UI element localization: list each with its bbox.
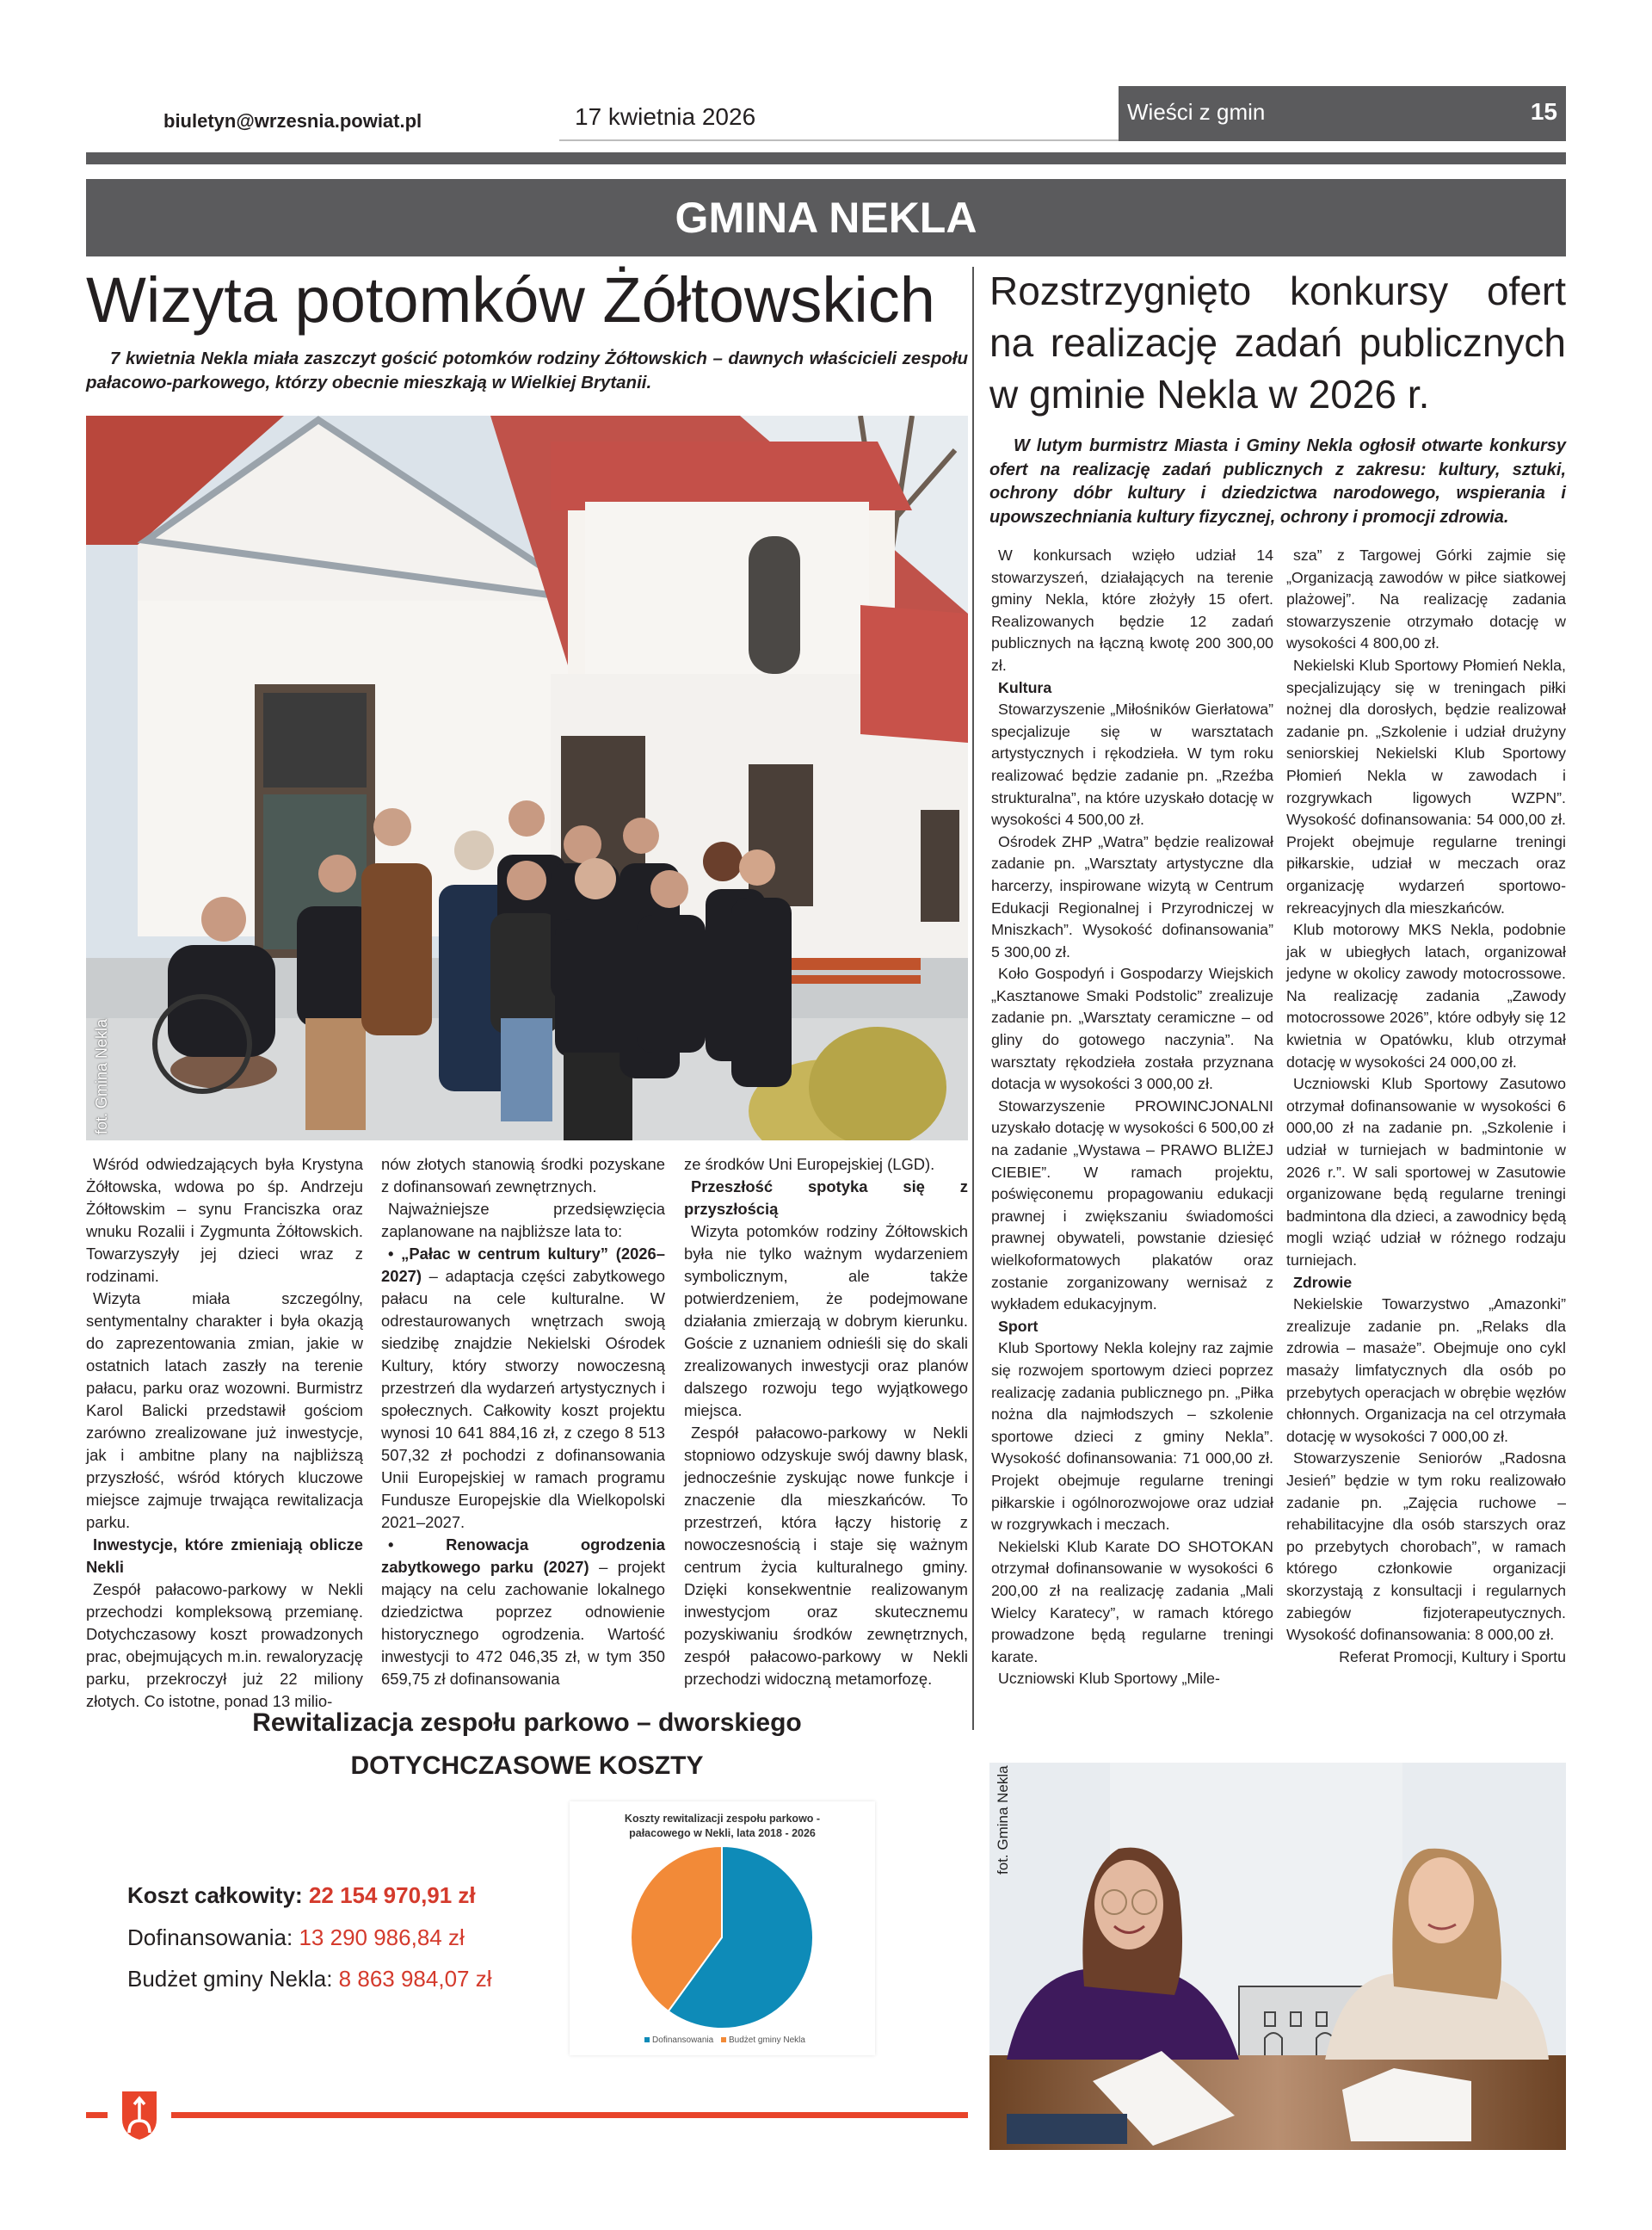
subheading: Inwestycje, które zmieniają oblicze Nekli [86, 1535, 363, 1576]
right-article-title [989, 265, 1566, 420]
signing-photo [989, 1763, 1566, 2150]
stat-value: 8 863 984,07 zł [338, 1966, 492, 1992]
header-divider [559, 139, 1120, 141]
subheading: Przeszłość spotyka się z przyszłością [684, 1177, 968, 1218]
bullet-item [381, 1534, 665, 1690]
stat-value: 13 290 986,84 zł [299, 1924, 465, 1950]
paragraph: Stowarzyszenie „Miłośników Gierłatowa” specjalizuje się w warsztatach artystycznych i rękodzieła. W tym roku realizować będzie zadanie pn. „Rzeźba strukturalna”, na które uzyskało dotację w wysokości 4 500,00 zł. [991, 701, 1273, 829]
bullet-text: – adaptacja części zabytkowego pałacu na cele kulturalne. W odrestaurowanych wnętrzach swoją siedzibę znajdzie Nekielski Ośrodek Kultury, który stworzy nowoczesną przestrzeń dla wydarzeń artystycznych i społecznych. Całkowity koszt projektu wynosi 10 641 884,16 zł, z czego 8 513 507,32 zł pochodzi z dofinansowania Unii Europejskiej w ramach programu Fundusze Europejskie dla Wielkopolski 2021–2027. [381, 1267, 665, 1531]
left-article-title: Wizyta potomków Żółtowskich [86, 264, 935, 336]
nekla-coat-of-arms-icon [120, 2090, 158, 2141]
paragraph: Stowarzyszenie PROWINCJONALNI uzyskało dotację w wysokości 6 500,00 zł na zadanie „Wystawa – PRAWO BLIŻEJ CIEBIE”. W ramach projektu, poświęconemu propagowaniu edukacji prawnej i zwiększaniu świadomości prawnej obywateli, powstanie dziesięć wielkoformatowych plakatów oraz zostanie zorganizowany wernisaż z wykładem edukacyjnym. [991, 1096, 1273, 1313]
palace-group-photo [86, 416, 968, 1140]
legend-label: Budżet gminy Nekla [729, 2035, 805, 2045]
left-article-col-1 [86, 1153, 363, 1713]
bullet-title: • „Pałac w centrum kultury” (2026–2027) [381, 1245, 665, 1285]
paragraph: Wizyta miała szczególny, sentymentalny charakter i była okazją do zaprezentowania zmian, jakie w ostatnich latach zaszły na terenie pałacu, parku oraz wozowni. Burmistrz Karol Balicki przedstawił gościom zarówno zrealizowane już inwestycje, jak i ambitne plany na najbliższą przyszłość, wśród których kluczowe miejsce zajmuje trwająca rewitalizacja parku. [86, 1289, 363, 1531]
left-article-lead: 7 kwietnia Nekla miała zaszczyt gościć potomków rodziny Żółtowskich – dawnych właścicieli zespołu pałacowo-parkowego, którzy obecnie mieszkają w Wielkiej Brytanii. [86, 349, 968, 392]
paragraph: Wśród odwiedzających była Krystyna Żółtowska, wdowa po śp. Andrzeju Żółtowskim – synu Franciszka oraz wnuku Rozalii i Zygmunta Żółtowskich. Towarzyszyły jej dzieci wraz z rodzinami. [86, 1155, 363, 1285]
legend-swatch [721, 2037, 726, 2042]
subheading: Sport [998, 1317, 1039, 1335]
right-article-col-1 [991, 545, 1273, 1690]
pie-chart [570, 1836, 875, 2042]
stat-value: 22 154 970,91 zł [308, 1882, 476, 1908]
paragraph: Nekielskie Towarzystwo „Amazonki” zrealizuje zadanie pn. „Relaks dla zdrowia – masaże”. Obejmuje ono cykl masaży limfatycznych dla osób po przebytych operacjach w obrębie węzłów chłonnych. Organizacja na cel otrzymała dotację w wysokości 7 000,00 zł. [1286, 1295, 1566, 1445]
section-title: GMINA NEKLA [675, 194, 977, 242]
header-band [86, 152, 1566, 164]
stat-label: Koszt całkowity: [127, 1882, 309, 1908]
bullet-text: – projekt mający na celu zachowanie lokalnego dziedzictwa poprzez odnowienie historycznego ogrodzenia. Wartość inwestycji to 472 046,35 zł, w tym 350 659,75 zł dofinansowania [381, 1558, 665, 1688]
signing-photo-illustration [989, 1763, 1566, 2150]
paragraph: Ośrodek ZHP „Watra” będzie realizował zadanie pn. „Warsztaty artystyczne dla harcerzy, inspirowane wizytą w Centrum Edukacji Regionalnej i Przyrodniczej w Mniszkach”. Wysokość dofinansowania” 5 300,00 zł. [991, 832, 1273, 961]
title-line: na realizację zadań publicznych [989, 320, 1566, 365]
infographic-title: Rewitalizacja zespołu parkowo – dworskiego [252, 1708, 802, 1737]
header-date: 17 kwietnia 2026 [575, 103, 756, 130]
paragraph: Najważniejsze przedsięwzięcia zaplanowane na najbliższe lata to: [381, 1200, 665, 1240]
bullet-item [381, 1243, 665, 1534]
paragraph: Zespół pałacowo-parkowy w Nekli stopniowo odzyskuje swój dawny blask, jednocześnie zyskując nowe funkcje i znaczenie dla mieszkańców. To przestrzeń, która łączy historię z nowoczesnością i staje się ważnym centrum życia kulturalnego gminy. Dzięki konsekwentnie realizowanym inwestycjom oraz skutecznemu pozyskiwaniu środków zewnętrznych, zespół pałacowo-parkowy w Nekli przechodzi widoczną metamorfozę. [684, 1424, 968, 1688]
paragraph: ze środków Uni Europejskiej (LGD). [684, 1155, 935, 1173]
photo-credit: fot. Gmina Nekla [93, 1018, 110, 1134]
paragraph: Uczniowski Klub Sportowy Zasutowo otrzymał dofinansowanie w wysokości 6 000,00 zł na zadanie pn. „Szkolenie i udział w turniejach w badmintonie w 2026 r.”. W sali sportowej w Zasutowie organizowane będą regularne treningi badmintona dla dzieci, a zawodnicy będą mogli wziąć udział w różnego rodzaju turniejach. [1286, 1075, 1566, 1269]
paragraph: Nekielski Klub Karate DO SHOTOKAN otrzymał dofinansowanie w wysokości 6 200,00 zł na realizację zadania „Mali Wielcy Karatecy”, w ramach którego prowadzone będą regularne treningi karate. [991, 1537, 1273, 1665]
page-number: 15 [1530, 98, 1557, 125]
left-article-col-2 [381, 1153, 665, 1690]
subheading: Zdrowie [1293, 1273, 1353, 1291]
paragraph: sza” z Targowej Górki zajmie się „Organizacją zawodów w piłce siatkowej plażowej”. Na realizację zadania stowarzyszenie otrzymało dotację w wysokości 4 800,00 zł. [1286, 547, 1566, 652]
chart-title-line: Koszty rewitalizacji zespołu parkowo - [624, 1813, 821, 1825]
legend-label: Dofinansowania [652, 2035, 714, 2045]
stat-cofunding [127, 1924, 465, 1951]
left-article-col-3 [684, 1153, 968, 1690]
author-signature: Referat Promocji, Kultury i Sportu [1339, 1647, 1566, 1665]
header-section-name: Wieści z gmin [1127, 99, 1266, 125]
footer-red-line [86, 2112, 968, 2118]
bullet-title: • Renowacja ogrodzenia zabytkowego parku (2027) [381, 1535, 665, 1576]
column-divider [972, 267, 974, 1730]
title-line: w gminie Nekla w 2026 r. [989, 372, 1430, 417]
legend-swatch [644, 2037, 650, 2042]
paragraph: Zespół pałacowo-parkowy w Nekli przechodzi kompleksową przemianę. Dotychczasowy koszt prowadzonych prac, obejmujących m.in. rewaloryzację parku, przekroczył już 22 miliony złotych. Co istotne, ponad 13 milio- [86, 1580, 363, 1710]
stat-budget [127, 1966, 491, 1992]
paragraph: Klub Sportowy Nekla kolejny raz zajmie się rozwojem sportowym dzieci poprzez realizację zadania publicznego pn. „Piłka nożna dla najmłodszych – szkolenie sportowe dzieci z gminy Nekla”. Wysokość dofinansowania: 71 000,00 zł. Projekt obejmuje regularne treningi piłkarskie i ogólnorozwojowe oraz udział w rozgrywkach i meczach. [991, 1339, 1273, 1534]
stat-label: Dofinansowania: [127, 1924, 299, 1950]
right-article-lead: W lutym burmistrz Miasta i Gminy Nekla ogłosił otwarte konkursy ofert na realizację zadań publicznych z zakresu: kultury, sztuki, ochrony dóbr kultury i dziedzictwa narodowego, wspierania i upowszechniania kultury fizycznej, ochrony i promocji zdrowia. [989, 436, 1566, 527]
right-article-col-2 [1286, 545, 1566, 1668]
pie-chart-card [570, 1801, 875, 2055]
paragraph: Wizyta potomków rodziny Żółtowskich była nie tylko ważnym wydarzeniem symbolicznym, ale także potwierdzeniem, że podejmowane działania zmierzają w dobrym kierunku. Goście z uznaniem odnieśli się do skali zrealizowanych inwestycji oraz planów dalszego rozwoju tego wyjątkowego miejsca. [684, 1222, 968, 1419]
stat-label: Budżet gminy Nekla: [127, 1966, 339, 1992]
subheading: Kultura [998, 678, 1052, 696]
chart-title-line: pałacowego w Nekli, lata 2018 - 2026 [629, 1827, 816, 1839]
paragraph: Stowarzyszenie Seniorów „Radosna Jesień” będzie w tym roku realizowało zadanie pn. „Zajęcia ruchowe – rehabilitacyjne dla osób starszych oraz po przebytych chorobach”, w ramach którego członkowie organizacji skorzystają z konsultacji i regularnych zabiegów fizjoterapeutycznych. Wysokość dofinansowania: 8 000,00 zł. [1286, 1449, 1566, 1644]
paragraph: Uczniowski Klub Sportowy „Mile- [998, 1670, 1220, 1688]
palace-photo-illustration [86, 416, 968, 1140]
paragraph: W konkursach wzięło udział 14 stowarzyszeń, działających na terenie gminy Nekla, które złożyły 15 ofert. Realizowanych będzie 12 zadań publicznych na łączną kwotę 200 300,00 zł. [991, 547, 1273, 674]
section-band [86, 179, 1566, 256]
paragraph: Koło Gospodyń i Gospodarzy Wiejskich „Kasztanowe Smaki Podstolic” zrealizuje zadanie pn. „Warsztaty ceramiczne – od gliny do gotowego naczynia”. Na warsztaty rękodzieła została przyznana dotacja w wysokości 3 000,00 zł. [991, 965, 1273, 1093]
stat-total [127, 1882, 476, 1909]
paragraph: nów złotych stanowią środki pozyskane z dofinansowań zewnętrznych. [381, 1155, 665, 1195]
header-email: biuletyn@wrzesnia.powiat.pl [163, 110, 422, 132]
title-line: Rozstrzygnięto konkursy ofert [989, 269, 1566, 313]
paragraph: Klub motorowy MKS Nekla, podobnie jak w ubiegłych latach, organizował jedyne w okolicy zawody motocrossowe. Na realizację zadania „Zawody motocrossowe 2026”, które odbyły się 12 kwietnia w Opatówku, klub otrzymał dotację w wysokości 24 000,00 zł. [1286, 921, 1566, 1071]
infographic-subtitle: DOTYCHCZASOWE KOSZTY [350, 1751, 704, 1780]
photo-credit: fot. Gmina Nekla [995, 1765, 1011, 1875]
paragraph: Nekielski Klub Sportowy Płomień Nekla, specjalizujący się w treningach piłki nożnej dla dorosłych, będzie realizował zadanie pn. „Szkolenie i udział drużyny seniorskiej Nekielski Klub Sportowy Płomień Nekla w zawodach i rozgrywkach ligowych WZPN”. Wysokość dofinansowania: 54 000,00 zł. Projekt obejmuje regularne treningi piłkarskie, udział w meczach oraz organizację wydarzeń sportowo-rekreacyjnych dla mieszkańców. [1286, 656, 1566, 917]
chart-legend [570, 2035, 875, 2045]
